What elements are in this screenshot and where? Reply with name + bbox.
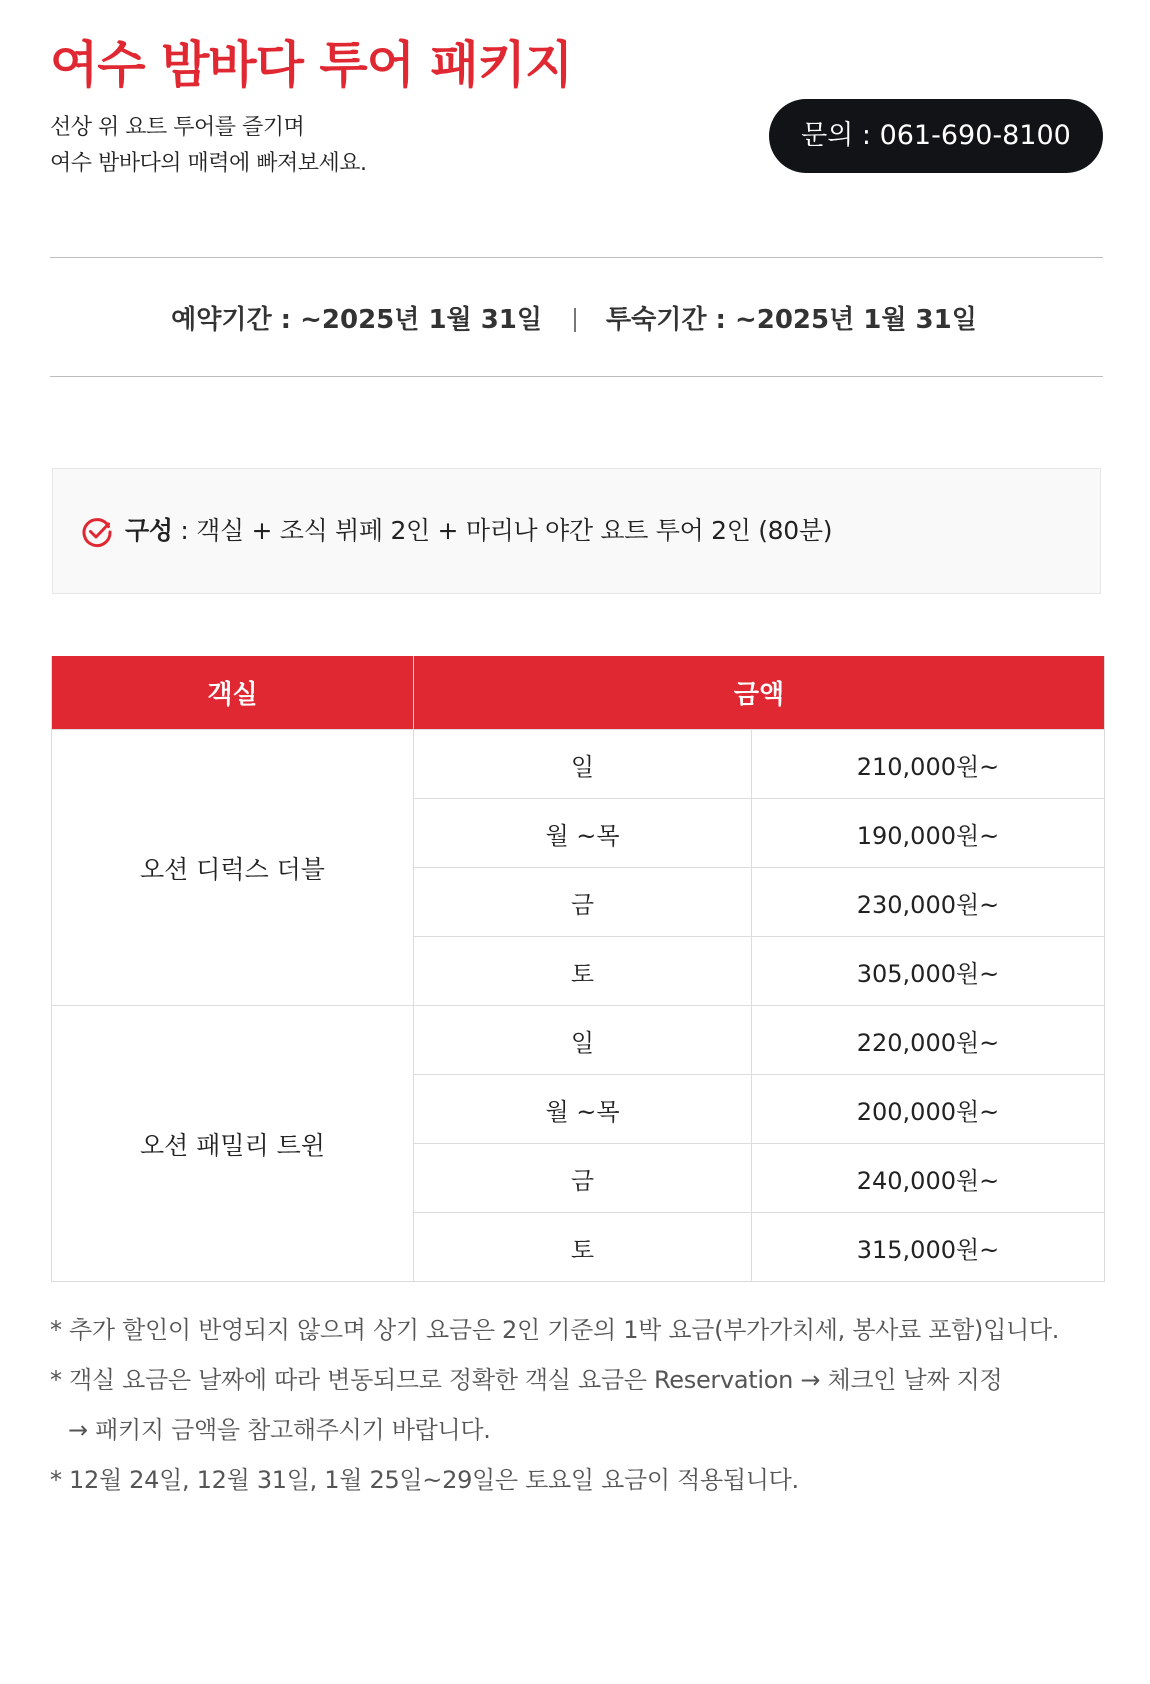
composition-label: 구성 — [125, 516, 173, 545]
period-separator — [574, 308, 576, 332]
rate-day: 금 — [414, 1144, 752, 1213]
divider-bottom — [50, 376, 1103, 377]
rate-day: 일 — [414, 730, 752, 799]
composition-detail: : 객실 + 조식 뷔페 2인 + 마리나 야간 요트 투어 2인 (80분) — [172, 516, 833, 545]
booking-period: 예약기간 : ~2025년 1월 31일 — [171, 305, 542, 335]
header-price: 금액 — [414, 656, 1105, 730]
composition-text — [125, 469, 832, 593]
rate-price: 190,000원~ — [752, 799, 1105, 868]
subtitle-line-1: 선상 위 요트 투어를 즐기며 — [50, 115, 305, 140]
rate-price: 200,000원~ — [752, 1075, 1105, 1144]
header-room: 객실 — [52, 656, 414, 730]
price-table — [51, 656, 1105, 1282]
rate-price: 220,000원~ — [752, 1006, 1105, 1075]
price-table-header — [52, 656, 1105, 730]
rate-price: 305,000원~ — [752, 937, 1105, 1006]
note-item-continued: → 패키지 금액을 참고해주시기 바랍니다. — [68, 1416, 491, 1444]
composition-box — [52, 468, 1101, 594]
rate-price: 230,000원~ — [752, 868, 1105, 937]
rate-price: 210,000원~ — [752, 730, 1105, 799]
note-item: * 객실 요금은 날짜에 따라 변동되므로 정확한 객실 요금은 Reservation → 체크인 날짜 지정 — [50, 1366, 1003, 1394]
table-row — [52, 730, 1105, 799]
rate-day: 금 — [414, 868, 752, 937]
check-circle-icon — [81, 516, 113, 548]
room-name: 오션 디럭스 더블 — [52, 730, 414, 1006]
table-row — [52, 1006, 1105, 1075]
contact-phone-button[interactable]: 문의 : 061-690-8100 — [769, 99, 1103, 173]
page-subtitle — [50, 110, 367, 182]
rate-day: 토 — [414, 937, 752, 1006]
stay-period: 투숙기간 : ~2025년 1월 31일 — [606, 305, 977, 335]
note-item: * 추가 할인이 반영되지 않으며 상기 요금은 2인 기준의 1박 요금(부가가치세, 봉사료 포함)입니다. — [50, 1316, 1060, 1344]
rate-day: 월 ~목 — [414, 799, 752, 868]
note-item: * 12월 24일, 12월 31일, 1월 25일~29일은 토요일 요금이 적용됩니다. — [50, 1466, 799, 1494]
page-title: 여수 밤바다 투어 패키지 — [50, 36, 573, 94]
rate-day: 일 — [414, 1006, 752, 1075]
notes-list — [50, 1305, 1059, 1505]
divider-top — [50, 257, 1103, 258]
rate-day: 토 — [414, 1213, 752, 1282]
subtitle-line-2: 여수 밤바다의 매력에 빠져보세요. — [50, 151, 367, 176]
period-row — [50, 300, 1103, 340]
rate-price: 240,000원~ — [752, 1144, 1105, 1213]
room-name: 오션 패밀리 트윈 — [52, 1006, 414, 1282]
rate-price: 315,000원~ — [752, 1213, 1105, 1282]
rate-day: 월 ~목 — [414, 1075, 752, 1144]
